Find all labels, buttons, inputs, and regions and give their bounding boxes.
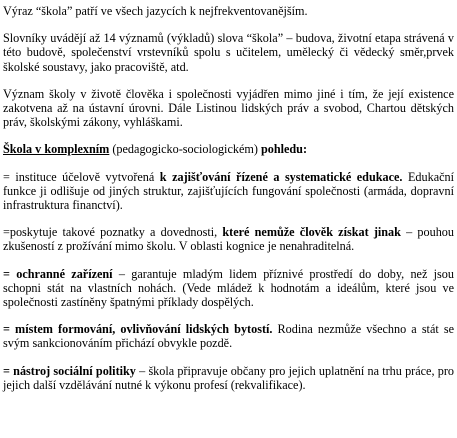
paragraph-bold: = ochranné zařízení (3, 266, 113, 281)
paragraph-text: Význam školy v životě člověka i společnosti vyjádřen mimo jiné i tím, že její existence zakotvena až na ústavní úrovni. Dále Listinou lidských práv a svobod, Chartou dětských práv, školskými zákony, vyhláškami. (3, 86, 454, 130)
heading-bold-lead: Škola v komplexním (3, 142, 110, 157)
paragraph-social-policy (3, 364, 454, 392)
document-body (3, 4, 454, 392)
paragraph-rest: Rodina nezmůže všechno a stát se svým sankcionováním přichází obvykle pozdě. (3, 322, 454, 351)
heading-normal-part: (pedagogicko-sociologickém) (109, 142, 261, 157)
paragraph-bold: = nástroj sociální politiky (3, 363, 136, 378)
paragraph-text: Výraz “škola” patří ve všech jazycích k nejfrekventovanějším. (3, 4, 308, 18)
paragraph-protective-facility (3, 267, 454, 310)
paragraph-rest: Edukační funkce ji odlišuje od jiných struktur, zajišťujících fungování společnosti (armáda, dopravní infrastruktura financtví). (3, 169, 455, 213)
paragraph-rest: – garantuje mladým lidem příznivé prostředí do doby, než jsou schopni stát na vlastních nohách. (Vede mládež k hodnotám a ideálům, které jsou ve společnosti zastíněny špatnými příklady dospělých. (3, 266, 454, 310)
paragraph-rest: – pouhou zkušeností z prožívání mimo školu. V oblasti kognice je nenahraditelná. (3, 225, 454, 254)
paragraph-intro (3, 4, 454, 18)
paragraph-lead: = instituce účelově vytvořená (3, 169, 160, 184)
paragraph-text: Slovníky uvádějí až 14 významů (výkladů) slova “škola” – budova, životní etapa strávená v této budově, společenství vrstevníků spolu s učitelem, umělecký či vědecký směr,prvek školské soustavy, jako pracoviště, atd. (3, 31, 454, 74)
paragraph-knowledge (3, 225, 454, 253)
heading-bold-tail: pohledu: (260, 142, 308, 157)
paragraph-dictionary-meanings (3, 31, 454, 74)
paragraph-bold: k zajišťování řízené a systematické edukace. (159, 169, 403, 184)
paragraph-lead: =poskytuje takové poznatky a dovednosti, (3, 225, 223, 240)
paragraph-formation (3, 322, 454, 350)
paragraph-importance (3, 87, 454, 130)
paragraph-institution (3, 170, 454, 213)
paragraph-bold: = místem formování, ovlivňování lidských bytostí. (3, 322, 273, 337)
paragraph-bold: které nemůže člověk získat jinak (222, 225, 401, 240)
paragraph-complex-view-heading (3, 142, 454, 156)
paragraph-rest: – škola připravuje občany pro jejich uplatnění na trhu práce, pro jejich další vzdělávání nutné k výkonu profesí (rekvalifikace). (3, 363, 454, 392)
